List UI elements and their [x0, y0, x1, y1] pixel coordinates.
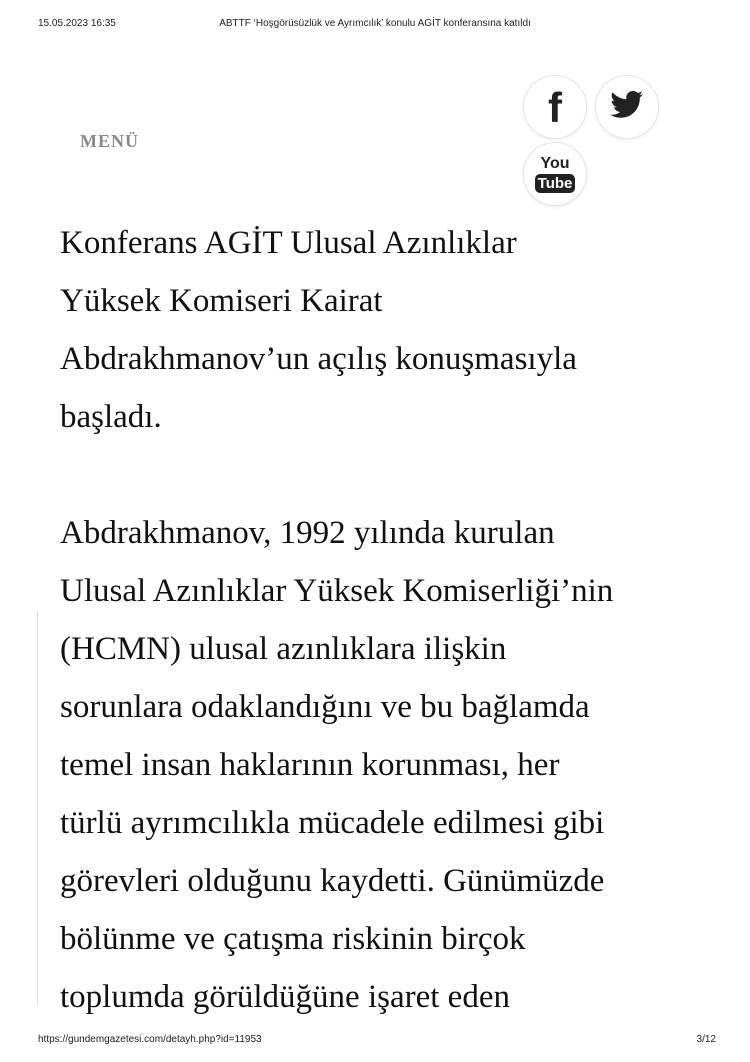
youtube-icon-tube: Tube — [535, 174, 576, 193]
text-line: sorunlara odaklandığını ve bu bağlamda — [60, 689, 590, 725]
text-line: (HCMN) ulusal azınlıklara ilişkin — [60, 631, 507, 667]
print-footer — [0, 1034, 750, 1048]
twitter-link[interactable] — [595, 75, 659, 139]
text-line: temel insan haklarının korunması, her — [60, 747, 560, 783]
article-paragraph — [60, 214, 720, 446]
left-divider — [37, 612, 38, 1005]
text-line: Abdrakhmanov’un açılış konuşmasıyla — [60, 341, 577, 377]
text-line: türlü ayrımcılıkla mücadele edilmesi gibi — [60, 805, 605, 841]
text-line: toplumda görüldüğüne işaret eden — [60, 979, 510, 1015]
print-page-number: 3/12 — [696, 1034, 716, 1045]
article-paragraph — [60, 504, 720, 1026]
print-url: https://gundemgazetesi.com/detayh.php?id=11953 — [38, 1034, 262, 1045]
article-body — [60, 214, 720, 1026]
twitter-icon — [610, 90, 644, 125]
youtube-icon — [535, 156, 576, 193]
text-line: Yüksek Komiseri Kairat — [60, 283, 383, 319]
text-line: Konferans AGİT Ulusal Azınlıklar — [60, 225, 517, 261]
text-line: başladı. — [60, 399, 162, 435]
facebook-icon: f — [548, 84, 562, 131]
facebook-link[interactable] — [523, 75, 587, 139]
text-line: görevleri olduğunu kaydetti. Günümüzde — [60, 863, 605, 899]
text-line: Abdrakhmanov, 1992 yılında kurulan — [60, 515, 555, 551]
menu-button[interactable]: MENÜ — [80, 131, 139, 151]
youtube-link[interactable] — [523, 142, 587, 206]
print-timestamp: 15.05.2023 16:35 — [38, 18, 116, 29]
print-header — [0, 18, 750, 32]
text-line: bölünme ve çatışma riskinin birçok — [60, 921, 526, 957]
print-page-title: ABTTF ‘Hoşgörüsüzlük ve Ayrımcılık’ konulu AGİT konferansına katıldı — [219, 18, 531, 29]
text-line: Ulusal Azınlıklar Yüksek Komiserliği’nin — [60, 573, 614, 609]
youtube-icon-you: You — [540, 154, 570, 172]
